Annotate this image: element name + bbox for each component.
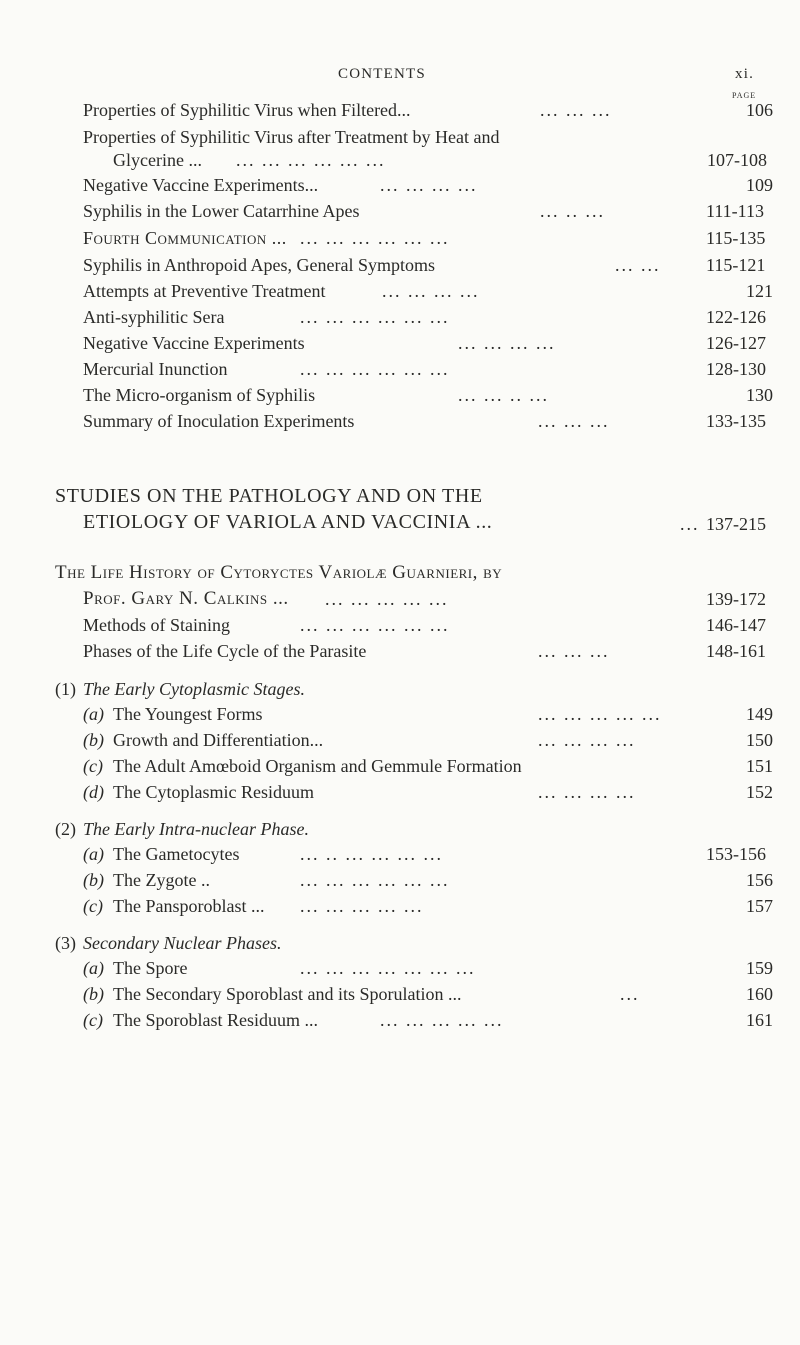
item-label: (a) bbox=[83, 704, 104, 724]
toc-entry-page: 148-161 bbox=[706, 641, 766, 661]
toc-leader-dots: ... ... bbox=[615, 255, 661, 275]
toc-entry-title: The Pansporoblast ... bbox=[113, 896, 265, 916]
subsection-number: (1) bbox=[55, 679, 76, 699]
toc-entry-title: Phases of the Life Cycle of the Parasite bbox=[83, 641, 367, 661]
toc-leader-dots: ... bbox=[620, 984, 640, 1004]
toc-entry-title: The Adult Amœboid Organism and Gemmule Formation bbox=[113, 756, 522, 776]
toc-entry-page: 109 bbox=[746, 175, 773, 195]
toc-entry-page: 150 bbox=[746, 730, 773, 750]
toc-leader-dots: ... ... ... ... ... ... bbox=[300, 870, 450, 890]
toc-entry-title: The Spore bbox=[113, 958, 188, 978]
toc-leader-dots: ... ... ... ... ... bbox=[300, 896, 424, 916]
toc-entry-title: Properties of Syphilitic Virus when Filtered... bbox=[83, 100, 411, 120]
toc-entry-title: The Youngest Forms bbox=[113, 704, 263, 724]
toc-entry-page: 115-121 bbox=[706, 255, 766, 275]
toc-leader-dots: ... .. ... ... ... ... bbox=[300, 844, 443, 864]
toc-leader-dots: ... ... ... bbox=[538, 641, 610, 661]
toc-entry-title: Methods of Staining bbox=[83, 615, 230, 635]
toc-leader-dots: ... ... ... ... bbox=[538, 782, 636, 802]
toc-entry-title: Summary of Inoculation Experiments bbox=[83, 411, 355, 431]
toc-entry-page: 152 bbox=[746, 782, 773, 802]
item-label: (c) bbox=[83, 756, 103, 776]
toc-entry-page: 159 bbox=[746, 958, 773, 978]
toc-entry-page: 161 bbox=[746, 1010, 773, 1030]
item-label: (b) bbox=[83, 870, 104, 890]
section-heading: ETIOLOGY OF VARIOLA AND VACCINIA ... bbox=[83, 511, 493, 533]
toc-entry-page: 128-130 bbox=[706, 359, 766, 379]
toc-entry-page: 160 bbox=[746, 984, 773, 1004]
toc-entry-page: 111-113 bbox=[706, 201, 764, 221]
toc-entry-title: Growth and Differentiation... bbox=[113, 730, 324, 750]
toc-entry-title: Properties of Syphilitic Virus after Treatment by Heat and bbox=[83, 127, 500, 147]
toc-entry-page: 156 bbox=[746, 870, 773, 890]
toc-entry-page: 115-135 bbox=[706, 228, 766, 248]
item-label: (d) bbox=[83, 782, 104, 802]
toc-entry-page: 151 bbox=[746, 756, 773, 776]
toc-leader-dots: ... ... ... ... ... ... bbox=[300, 307, 450, 327]
toc-leader-dots: ... ... ... ... ... ... bbox=[236, 150, 386, 170]
toc-leader-dots: ... bbox=[680, 514, 700, 534]
toc-leader-dots: ... ... ... ... ... bbox=[380, 1010, 504, 1030]
toc-entry-page: 149 bbox=[746, 704, 773, 724]
toc-leader-dots: ... ... ... ... ... bbox=[538, 704, 662, 724]
toc-leader-dots: ... ... ... ... ... ... bbox=[300, 228, 450, 248]
toc-entry-page: 153-156 bbox=[706, 844, 766, 864]
toc-subheading: The Life History of Cytoryctes Variolæ Guarnieri, by bbox=[55, 562, 503, 583]
toc-entry-page: 107-108 bbox=[707, 150, 767, 170]
item-label: (c) bbox=[83, 896, 103, 916]
toc-entry-title: Attempts at Preventive Treatment bbox=[83, 281, 326, 301]
toc-entry-page: 139-172 bbox=[706, 589, 766, 609]
toc-leader-dots: ... ... ... ... ... bbox=[325, 589, 449, 609]
toc-entry-page: 157 bbox=[746, 896, 773, 916]
toc-entry-page: 122-126 bbox=[706, 307, 766, 327]
section-heading: STUDIES ON THE PATHOLOGY AND ON THE bbox=[55, 485, 483, 507]
toc-entry-title: The Sporoblast Residuum ... bbox=[113, 1010, 318, 1030]
toc-author-line: Prof. Gary N. Calkins ... bbox=[83, 588, 289, 609]
toc-entry-page: 126-127 bbox=[706, 333, 766, 353]
toc-entry-title: The Zygote .. bbox=[113, 870, 210, 890]
subsection-title: The Early Cytoplasmic Stages. bbox=[83, 679, 305, 699]
item-label: (a) bbox=[83, 844, 104, 864]
toc-leader-dots: ... ... ... bbox=[538, 411, 610, 431]
item-label: (c) bbox=[83, 1010, 103, 1030]
toc-entry-title: Syphilis in Anthropoid Apes, General Symptoms bbox=[83, 255, 436, 275]
toc-entry-title: Mercurial Inunction bbox=[83, 359, 228, 379]
toc-leader-dots: ... ... ... ... bbox=[458, 333, 556, 353]
subsection-number: (3) bbox=[55, 933, 76, 953]
toc-entry-title: Negative Vaccine Experiments... bbox=[83, 175, 319, 195]
toc-communication-heading: Fourth Communication ... bbox=[83, 228, 287, 248]
page-column-label: PAGE bbox=[732, 91, 757, 100]
toc-entry-title: Negative Vaccine Experiments bbox=[83, 333, 305, 353]
toc-leader-dots: ... ... .. ... bbox=[458, 385, 549, 405]
toc-entry-title: The Gametocytes bbox=[113, 844, 240, 864]
toc-entry-title: Syphilis in the Lower Catarrhine Apes bbox=[83, 201, 360, 221]
toc-entry-title: Glycerine ... bbox=[113, 150, 202, 170]
toc-entry-page: 146-147 bbox=[706, 615, 766, 635]
item-label: (a) bbox=[83, 958, 104, 978]
item-label: (b) bbox=[83, 984, 104, 1004]
toc-leader-dots: ... ... ... ... ... ... ... bbox=[300, 958, 476, 978]
toc-leader-dots: ... ... ... ... ... ... bbox=[300, 359, 450, 379]
subsection-title: Secondary Nuclear Phases. bbox=[83, 933, 282, 953]
toc-entry-page: 130 bbox=[746, 385, 773, 405]
toc-leader-dots: ... .. ... bbox=[540, 201, 605, 221]
subsection-number: (2) bbox=[55, 819, 76, 839]
item-label: (b) bbox=[83, 730, 104, 750]
toc-entry-page: 137-215 bbox=[706, 514, 766, 534]
toc-leader-dots: ... ... ... bbox=[540, 100, 612, 120]
toc-leader-dots: ... ... ... ... bbox=[380, 175, 478, 195]
toc-entry-title: The Micro-organism of Syphilis bbox=[83, 385, 316, 405]
page-title: CONTENTS bbox=[338, 66, 426, 82]
toc-entry-title: Anti-syphilitic Sera bbox=[83, 307, 225, 327]
toc-entry-page: 106 bbox=[746, 100, 773, 120]
toc-entry-title: The Secondary Sporoblast and its Sporulation ... bbox=[113, 984, 462, 1004]
page-number-roman: xi. bbox=[735, 66, 755, 82]
toc-entry-title: The Cytoplasmic Residuum bbox=[113, 782, 314, 802]
subsection-title: The Early Intra-nuclear Phase. bbox=[83, 819, 309, 839]
toc-entry-page: 133-135 bbox=[706, 411, 766, 431]
toc-leader-dots: ... ... ... ... bbox=[538, 730, 636, 750]
toc-leader-dots: ... ... ... ... bbox=[382, 281, 480, 301]
toc-entry-page: 121 bbox=[746, 281, 773, 301]
toc-leader-dots: ... ... ... ... ... ... bbox=[300, 615, 450, 635]
